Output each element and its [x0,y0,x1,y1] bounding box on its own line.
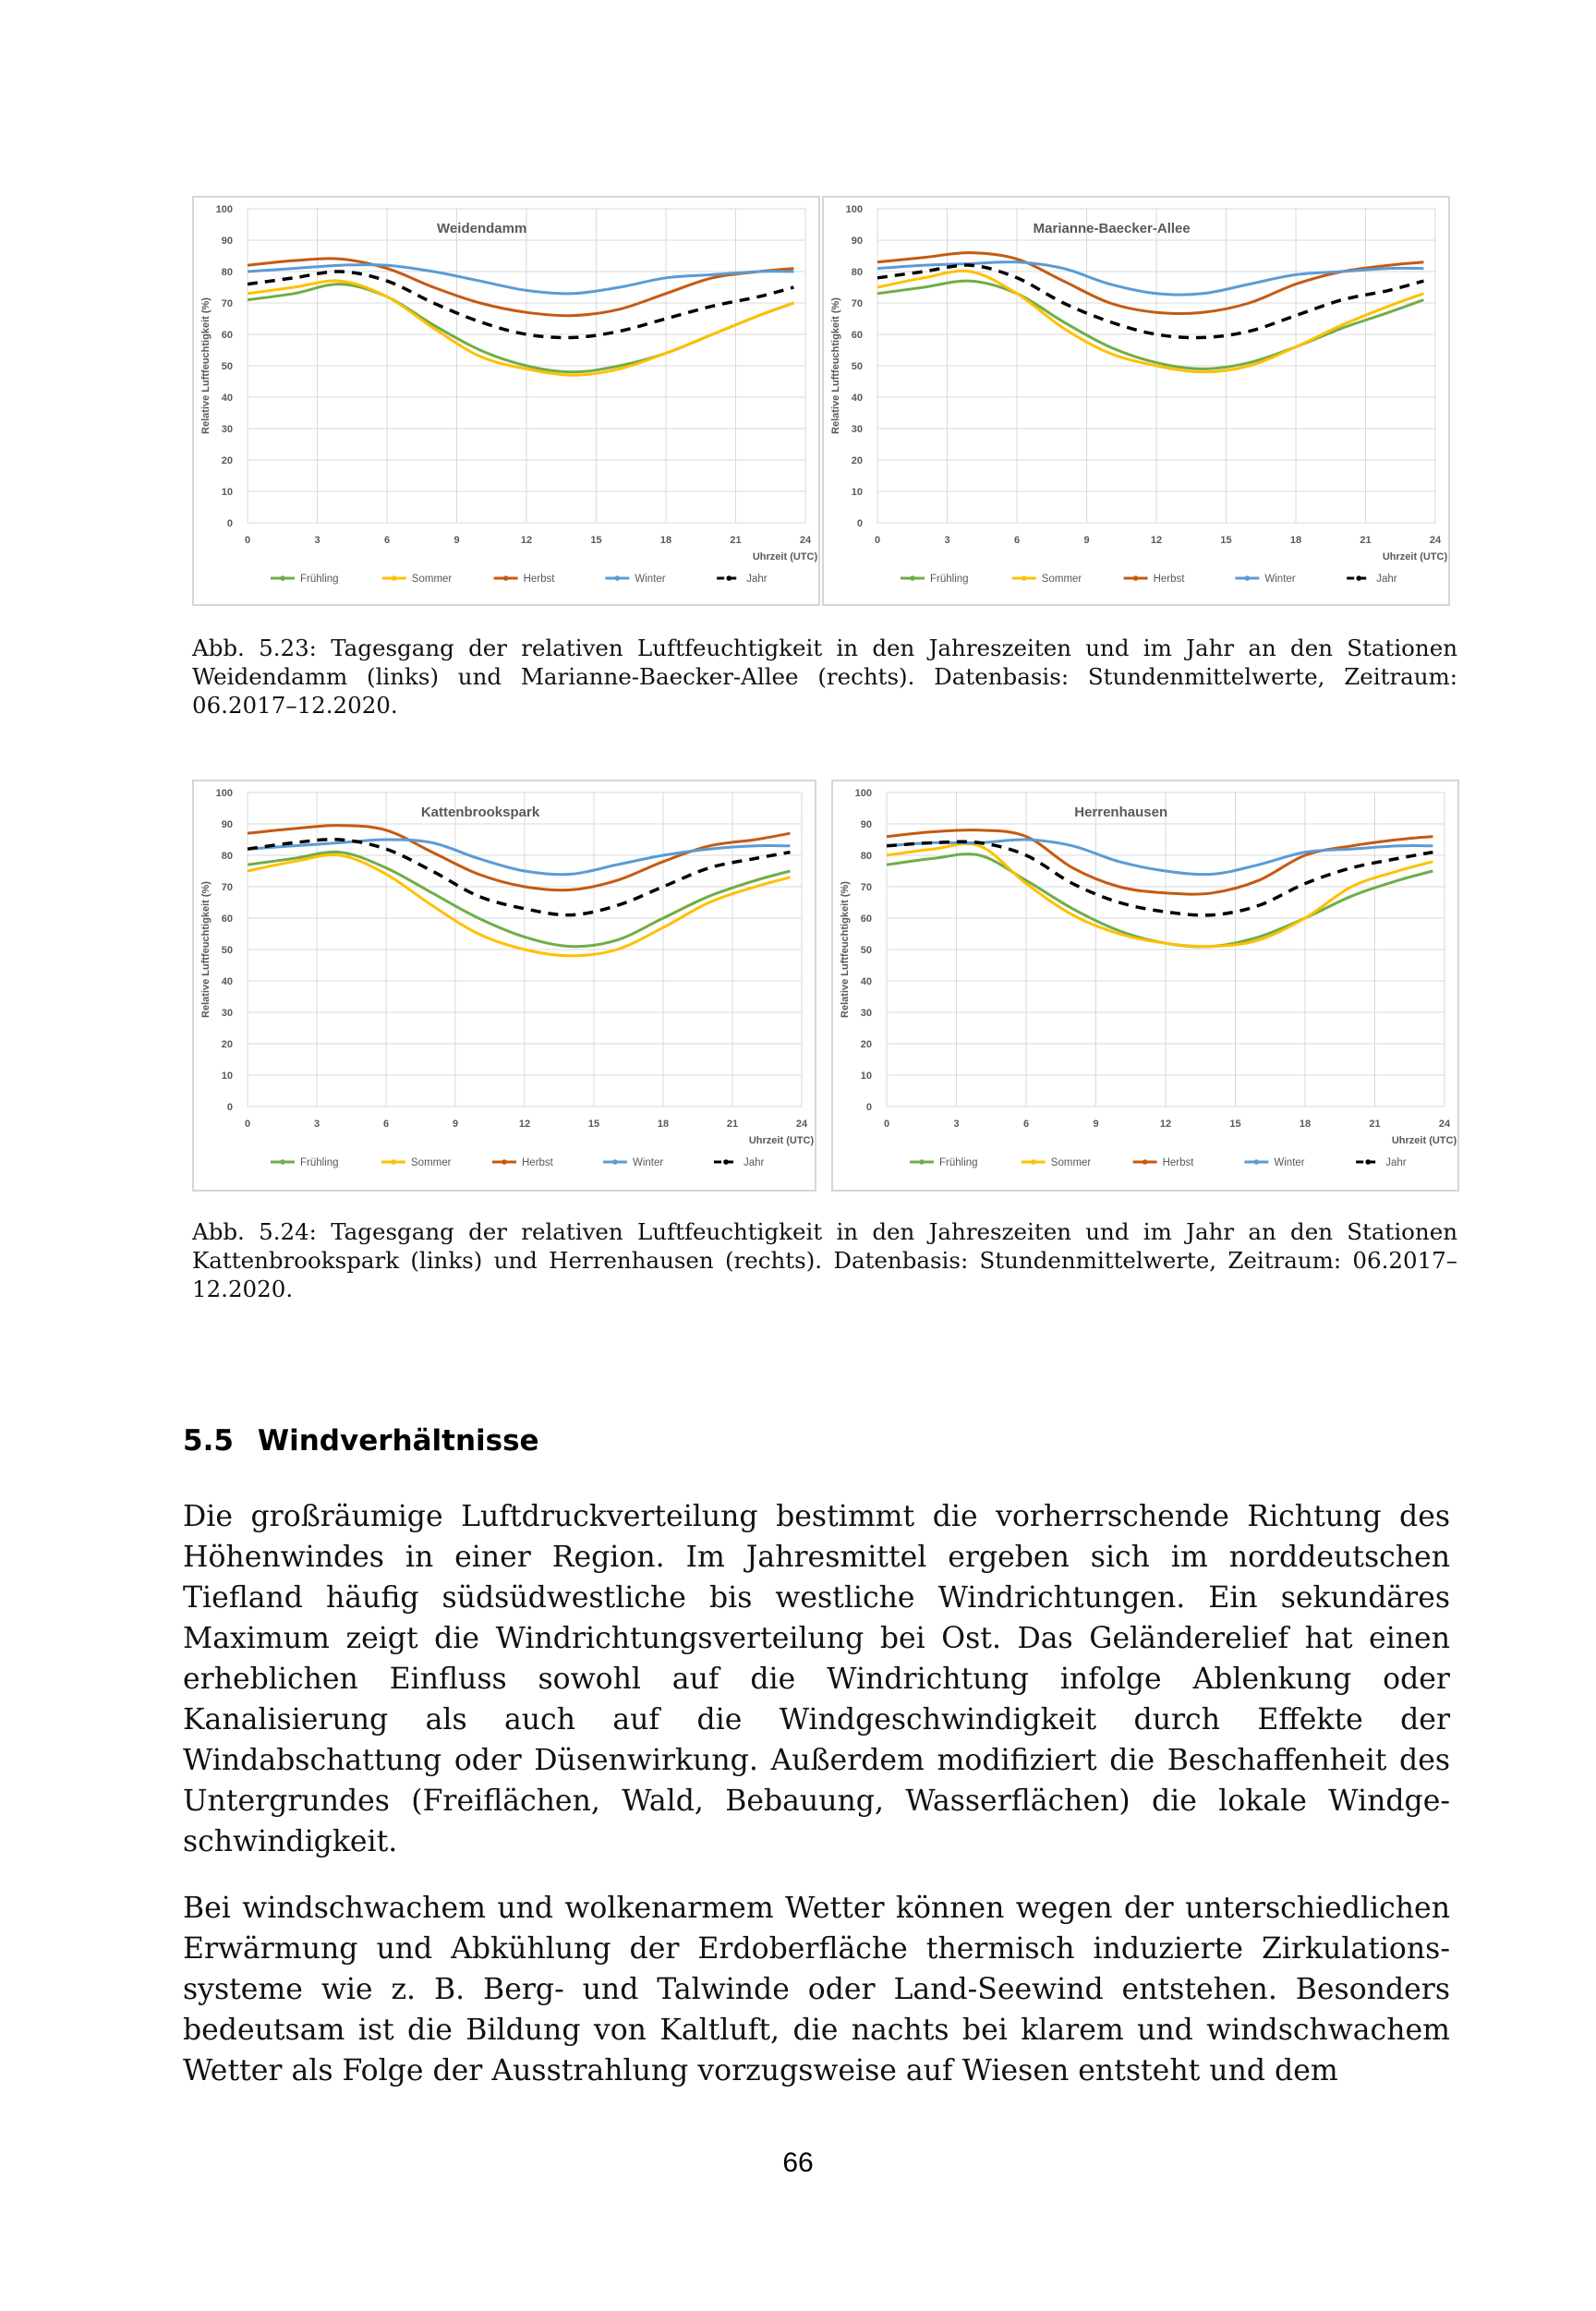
figure-caption-5-23: Abb. 5.23: Tagesgang der relativen Luftfeuchtigkeit in den Jahreszeiten und im Jahr an den Stationen Weidendamm (links) und Marianne-Baecker-Allee (rechts). Datenbasis: Stundenmittelwerte, Zeitraum: 06.2017–12.2020. [192,635,1457,719]
y-tick-label: 90 [221,819,233,830]
y-tick-label: 50 [860,945,872,956]
y-tick-label: 20 [221,455,233,466]
legend-label: Winter [635,574,666,585]
series-line-frühling [887,854,1433,947]
paragraph-1: Die großräumige Luftdruckverteilung bestimmt die vorherrschende Richtung des Höhenwindes in einer Region. Im Jahresmittel ergeben sich im norddeutschen Tiefland häufig südsüdwestliche bis westliche Windrichtungen. Ein sekundäres Maximum zeigt die Windrichtungsverteilung bei Ost. Das Geländerelief hat einen erheblichen Einfluss sowohl auf die Windrichtung infolge Ablenkung oder Kanalisierung als auch auf die Windgeschwindigkeit durch Effekte der Windabschattung oder Düsenwirkung. Außerdem modifiziert die Beschaffenheit des Untergrundes (Freiflächen, Wald, Bebauung, Wasserflächen) die lokale Windgeschwindigkeit. [183,1500,1450,1858]
legend-marker [1245,575,1251,581]
x-tick-label: 24 [799,535,812,546]
x-tick-label: 6 [382,1119,390,1130]
x-tick-label: 12 [1159,1119,1172,1130]
y-tick-label: 0 [865,1102,872,1113]
series-line-sommer [248,281,793,375]
legend-label: Herbst [1153,574,1185,585]
y-tick-label: 50 [221,945,233,956]
y-tick-label: 100 [854,788,872,799]
y-tick-label: 0 [226,1102,233,1113]
series-line-winter [877,262,1423,295]
y-tick-label: 80 [851,267,863,278]
legend-label: Herbst [522,1157,553,1168]
legend-marker [502,1159,507,1165]
legend-label: Winter [1274,1157,1305,1168]
chart-title: Marianne-Baecker-Allee [1033,221,1191,236]
y-axis-label: Relative Luftfeuchtigkeit (%) [840,881,851,1018]
x-tick-label: 12 [518,1119,531,1130]
x-axis-label: Uhrzeit (UTC) [1391,1135,1457,1146]
page-number: 66 [782,2148,814,2178]
x-tick-label: 3 [953,1119,960,1130]
chart-herrenhausen [831,780,1459,1192]
legend-label: Sommer [411,1157,452,1168]
x-axis-label: Uhrzeit (UTC) [748,1135,815,1146]
legend-label: Winter [633,1157,664,1168]
legend-label: Frühling [300,574,339,585]
y-tick-label: 60 [221,914,233,925]
y-tick-label: 20 [221,1039,233,1050]
legend-label: Frühling [939,1157,978,1168]
y-tick-label: 30 [860,1008,872,1019]
y-tick-label: 80 [221,851,233,862]
figure-caption-5-24: Abb. 5.24: Tagesgang der relativen Luftfeuchtigkeit in den Jahreszeiten und im Jahr an den Stationen Kattenbrookspark (links) und Herrenhausen (rechts). Datenbasis: Stundenmittelwerte, Zeitraum: 06.2017–12.2020. [192,1218,1457,1302]
x-tick-label: 3 [944,535,950,546]
x-tick-label: 21 [1360,535,1372,546]
legend-label: Frühling [930,574,969,585]
x-tick-label: 21 [730,535,742,546]
legend-marker [280,1159,285,1165]
y-tick-label: 30 [221,1008,233,1019]
x-tick-label: 9 [453,535,460,546]
y-tick-label: 70 [221,298,233,309]
y-tick-label: 10 [221,487,233,498]
x-tick-label: 15 [587,1119,600,1130]
series-line-herbst [887,830,1433,895]
x-axis-label: Uhrzeit (UTC) [1382,551,1448,563]
series-line-herbst [248,826,791,890]
y-tick-label: 60 [221,330,233,341]
x-tick-label: 6 [1022,1119,1030,1130]
legend-label: Herbst [523,574,555,585]
legend-marker [392,575,397,581]
legend-label: Sommer [411,574,453,585]
legend-marker [1133,575,1139,581]
x-tick-label: 21 [1369,1119,1381,1130]
y-tick-label: 90 [221,236,233,247]
y-tick-label: 30 [851,424,863,435]
x-tick-label: 9 [1093,1119,1099,1130]
x-tick-label: 0 [244,535,251,546]
x-tick-label: 18 [1299,1119,1312,1130]
y-tick-label: 100 [215,204,233,215]
x-tick-label: 15 [1220,535,1232,546]
chart-title: Herrenhausen [1074,805,1168,820]
x-tick-label: 3 [314,535,320,546]
x-tick-label: 15 [1229,1119,1241,1130]
legend-marker [1143,1159,1148,1165]
legend-label: Jahr [744,1157,765,1168]
x-tick-label: 0 [244,1119,251,1130]
x-tick-label: 9 [1083,535,1090,546]
legend-marker [1365,1159,1371,1165]
chart-marianne-baecker-allee [822,196,1450,606]
series-line-sommer [877,271,1423,371]
y-tick-label: 70 [851,298,863,309]
chart-weidendamm [192,196,820,606]
y-tick-label: 0 [226,518,233,529]
legend-marker [1022,575,1027,581]
chart-title: Kattenbrookspark [420,805,540,820]
legend-label: Frühling [300,1157,339,1168]
x-tick-label: 15 [590,535,602,546]
y-tick-label: 40 [221,976,233,987]
series-line-jahr [877,265,1423,337]
x-tick-label: 6 [1013,535,1021,546]
legend-marker [1254,1159,1260,1165]
y-tick-label: 100 [845,204,863,215]
legend-marker [615,575,621,581]
x-tick-label: 12 [1150,535,1163,546]
legend-marker [919,1159,925,1165]
y-tick-label: 70 [860,882,872,893]
legend-marker [612,1159,618,1165]
legend-label: Jahr [746,574,768,585]
y-tick-label: 60 [851,330,863,341]
series-line-frühling [248,284,793,372]
legend-label: Jahr [1385,1157,1407,1168]
y-axis-label: Relative Luftfeuchtigkeit (%) [200,881,212,1018]
y-tick-label: 90 [851,236,863,247]
x-tick-label: 6 [383,535,391,546]
legend-label: Winter [1264,574,1296,585]
paragraph-2: Bei windschwachem und wolkenarmem Wetter können wegen der unterschiedlichen Erwärmung und Abkühlung der Erdoberfläche thermisch induzierte Zirkulationssysteme wie z. B. Berg- und Talwinde oder Land-Seewind entstehen. Besonders bedeutsam ist die Bildung von Kaltluft, die nachts bei klarem und windschwachem Wetter als Folge der Ausstrahlung vorzugsweise auf Wiesen entsteht und dem [183,1892,1450,2087]
legend-marker [280,575,285,581]
y-tick-label: 40 [221,393,233,404]
y-tick-label: 40 [860,976,872,987]
legend-label: Sommer [1041,574,1082,585]
y-axis-label: Relative Luftfeuchtigkeit (%) [200,297,212,434]
legend-marker [723,1159,729,1165]
series-line-frühling [248,852,791,946]
x-tick-label: 21 [726,1119,739,1130]
series-line-herbst [877,253,1423,314]
legend-marker [391,1159,396,1165]
legend-label: Jahr [1376,574,1397,585]
y-tick-label: 50 [851,361,863,372]
y-tick-label: 10 [221,1071,233,1082]
y-tick-label: 40 [851,393,863,404]
x-tick-label: 18 [657,1119,670,1130]
legend-marker [910,575,915,581]
section-heading [183,1424,539,1458]
chart-title: Weidendamm [437,221,527,236]
y-tick-label: 80 [860,851,872,862]
y-tick-label: 30 [221,424,233,435]
y-axis-label: Relative Luftfeuchtigkeit (%) [830,297,841,434]
y-tick-label: 90 [860,819,872,830]
x-tick-label: 18 [1289,535,1302,546]
x-tick-label: 12 [520,535,533,546]
y-tick-label: 20 [860,1039,872,1050]
x-tick-label: 24 [795,1119,808,1130]
x-axis-label: Uhrzeit (UTC) [752,551,818,563]
section-title: Windverhältnisse [257,1424,539,1458]
y-tick-label: 60 [860,914,872,925]
chart-kattenbrookspark [192,780,816,1192]
y-tick-label: 50 [221,361,233,372]
x-tick-label: 0 [883,1119,890,1130]
x-tick-label: 24 [1429,535,1442,546]
y-tick-label: 10 [860,1071,872,1082]
legend-label: Herbst [1162,1157,1194,1168]
legend-marker [503,575,509,581]
y-tick-label: 80 [221,267,233,278]
x-tick-label: 0 [874,535,881,546]
legend-marker [726,575,732,581]
y-tick-label: 70 [221,882,233,893]
x-tick-label: 18 [659,535,672,546]
y-tick-label: 0 [856,518,863,529]
x-tick-label: 24 [1438,1119,1451,1130]
legend-label: Sommer [1050,1157,1092,1168]
legend-marker [1356,575,1361,581]
x-tick-label: 3 [313,1119,320,1130]
y-tick-label: 10 [851,487,863,498]
legend-marker [1031,1159,1036,1165]
y-tick-label: 100 [215,788,233,799]
x-tick-label: 9 [452,1119,459,1130]
section-number: 5.5 [183,1424,234,1458]
y-tick-label: 20 [851,455,863,466]
